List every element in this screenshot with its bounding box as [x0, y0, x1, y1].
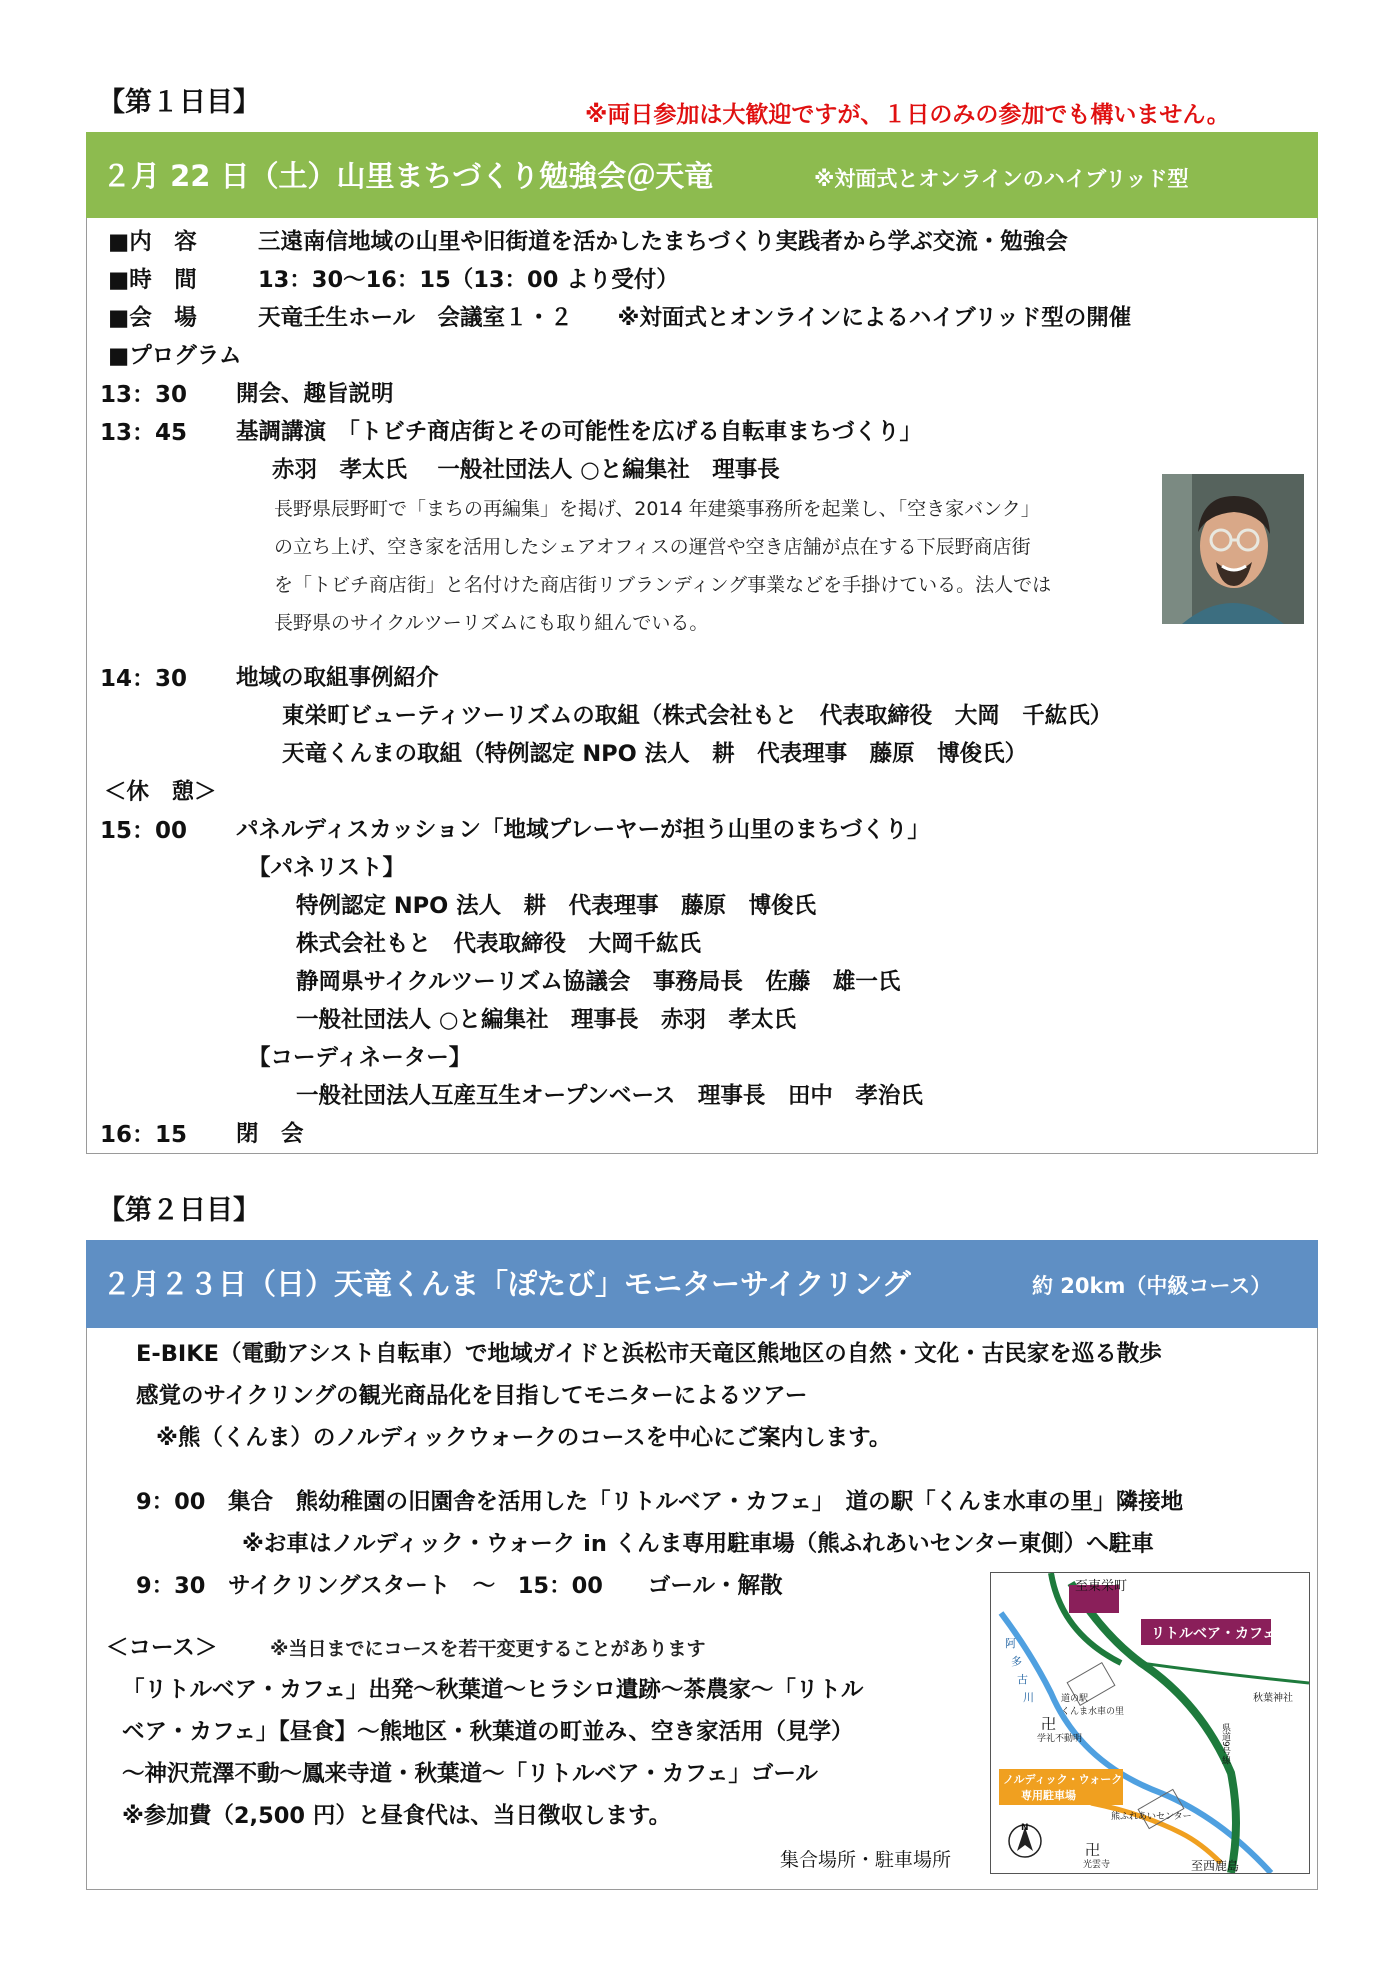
panelist-item: 特例認定 NPO 法人 耕 代表理事 藤原 博俊氏	[296, 893, 817, 919]
speaker-photo	[1162, 474, 1304, 624]
info-key-venue: ■会 場	[108, 305, 197, 331]
program-label: ■プログラム	[108, 343, 242, 369]
program-text-5: 閉 会	[236, 1121, 304, 1147]
program-text-4: パネルディスカッション「地域プレーヤーが担う山里のまちづくり」	[236, 817, 930, 843]
coordinator-label: 【コーディネーター】	[248, 1045, 472, 1071]
day1-label: 【第１日目】	[98, 87, 260, 118]
program-text-3: 地域の取組事例紹介	[236, 665, 439, 691]
program-time-1: 13：30	[100, 382, 188, 408]
route-map: 至東栄町 リトルベア・カフェ 道の駅 くんま水車の里 秋葉神社 卍 学礼不動明 県道9号線 ノルディック・ウォーク 専用駐車場 熊ふれあいセンター 卍 光雲寺 至西鹿島 N 阿 多 古 川	[990, 1572, 1310, 1874]
course-line: ベア・カフェ」【昼食】～熊地区・秋葉道の町並み、空き家活用（見学）	[122, 1719, 854, 1745]
case-item: 東栄町ビューティツーリズムの取組（株式会社もと 代表取締役 大岡 千紘氏）	[282, 703, 1113, 729]
intro-line: ※熊（くんま）のノルディックウォークのコースを中心にご案内します。	[156, 1425, 892, 1451]
north-icon: N	[1021, 1823, 1029, 1833]
program-time-4: 15：00	[100, 818, 188, 844]
program-time-5: 16：15	[100, 1122, 188, 1148]
intro-line: 感覚のサイクリングの観光商品化を目指してモニターによるツアー	[136, 1383, 808, 1409]
info-value-time: 13：30～16：15（13：00 より受付）	[258, 267, 679, 293]
info-key-time: ■時 間	[108, 267, 197, 293]
course-label: ＜コース＞	[106, 1635, 218, 1661]
speaker-portrait-icon	[1162, 474, 1304, 624]
day2-label: 【第２日目】	[98, 1195, 260, 1226]
coordinator-name: 一般社団法人互産互生オープンベース 理事長 田中 孝治氏	[296, 1083, 923, 1109]
case-item: 天竜くんまの取組（特例認定 NPO 法人 耕 代表理事 藤原 博俊氏）	[282, 741, 1028, 767]
map-caption: 集合場所・駐車場所	[780, 1849, 952, 1871]
day2-header	[86, 1240, 1318, 1328]
day2-title-note: 約 20km（中級コース）	[1032, 1274, 1272, 1298]
temple2-icon: 卍	[1085, 1841, 1101, 1859]
panelist-item: 株式会社もと 代表取締役 大岡千紘氏	[296, 931, 702, 957]
speaker-bio-line: 長野県のサイクルツーリズムにも取り組んでいる。	[274, 612, 709, 634]
panelist-label: 【パネリスト】	[248, 855, 406, 881]
info-key-content: ■内 容	[108, 229, 197, 255]
info-value-venue: 天竜壬生ホール 会議室１・２ ※対面式とオンラインによるハイブリッド型の開催	[258, 305, 1132, 331]
map-cafe-label: リトルベア・カフェ	[1151, 1626, 1277, 1642]
schedule-line: 9：30 サイクリングスタート ～ 15：00 ゴール・解散	[136, 1573, 783, 1599]
day1-title: ２月 22 日（土）山里まちづくり勉強会＠天竜	[102, 159, 714, 193]
intro-line: E-BIKE（電動アシスト自転車）で地域ガイドと浜松市天竜区熊地区の自然・文化・古民家を巡る散歩	[136, 1341, 1162, 1367]
course-line: 「リトルベア・カフェ」出発～秋葉道～ヒラシロ遺跡～茶農家～「リトル	[122, 1677, 864, 1703]
speaker-bio-line: 長野県辰野町で「まちの再編集」を掲げ、2014 年建築事務所を起業し、「空き家バンク」	[274, 498, 1040, 520]
course-note: ※当日までにコースを若干変更することがあります	[270, 1638, 706, 1660]
panelist-item: 一般社団法人 ○と編集社 理事長 赤羽 孝太氏	[296, 1007, 796, 1033]
day1-header	[86, 132, 1318, 218]
break-label: ＜休 憩＞	[104, 779, 217, 805]
program-time-2: 13：45	[100, 420, 188, 446]
participation-note: ※両日参加は大歓迎ですが、１日のみの参加でも構いません。	[585, 102, 1230, 128]
program-text-2: 基調講演 「トビチ商店街とその可能性を広げる自転車まちづくり」	[236, 419, 923, 445]
speaker-bio-line: の立ち上げ、空き家を活用したシェアオフィスの運営や空き店舗が点在する下辰野商店街	[274, 536, 1031, 558]
speaker-bio-line: を「トビチ商店街」と名付けた商店街リブランディング事業などを手掛けている。法人では	[274, 574, 1052, 596]
schedule-line: ※お車はノルディック・ウォーク in くんま専用駐車場（熊ふれあいセンター東側）へ駐車	[242, 1531, 1154, 1557]
program-text-1: 開会、趣旨説明	[236, 381, 394, 407]
schedule-line: 9：00 集合 熊幼稚園の旧園舎を活用した「リトルベア・カフェ」 道の駅「くんま水車の里」隣接地	[136, 1489, 1184, 1515]
program-time-3: 14：30	[100, 666, 188, 692]
info-value-content: 三遠南信地域の山里や旧街道を活かしたまちづくり実践者から学ぶ交流・勉強会	[258, 229, 1068, 255]
course-line: ～神沢荒澤不動～鳳来寺道・秋葉道～「リトルベア・カフェ」ゴール	[122, 1761, 818, 1787]
fee-note: ※参加費（2,500 円）と昼食代は、当日徴収します。	[122, 1803, 672, 1829]
day1-title-note: ※対面式とオンラインのハイブリッド型	[814, 167, 1189, 191]
day2-title: ２月２３日（日）天竜くんま「ぽたび」モニターサイクリング	[102, 1267, 911, 1301]
panelist-item: 静岡県サイクルツーリズム協議会 事務局長 佐藤 雄一氏	[296, 969, 901, 995]
keynote-speaker: 赤羽 孝太氏 一般社団法人 ○と編集社 理事長	[272, 457, 780, 483]
temple-icon: 卍	[1041, 1715, 1057, 1733]
